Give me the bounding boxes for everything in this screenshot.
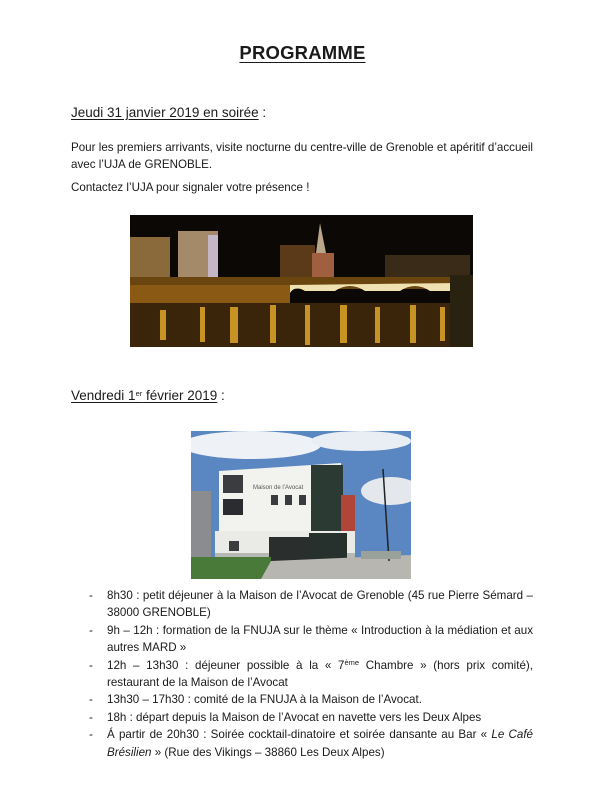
night-cityscape-illustration xyxy=(130,215,473,347)
page-title: PROGRAMME xyxy=(239,42,366,63)
grenoble-night-photo xyxy=(130,215,473,347)
list-item: - 9h – 12h : formation de la FNUJA sur le thème « Introduction à la médiation et aux autres MARD » xyxy=(89,623,533,655)
day1-paragraph-2: Contactez l’UJA pour signaler votre présence ! xyxy=(71,181,310,194)
maison-de-l-avocat-photo xyxy=(191,431,411,579)
building-illustration xyxy=(191,431,411,579)
svg-text:Maison de l’Avocat: Maison de l’Avocat xyxy=(253,485,304,491)
friday-program-list xyxy=(0,587,605,761)
day1-heading: Jeudi 31 janvier 2019 en soirée : xyxy=(71,105,267,120)
list-item: - 8h30 : petit déjeuner à la Maison de l’Avocat de Grenoble (45 rue Pierre Sémard – 38000 GRENOBLE) xyxy=(89,589,533,620)
list-item: - Á partir de 20h30 : Soirée cocktail-dinatoire et soirée dansante au Bar « Le Café Brésilien » (Rue des Vikings – 38860 Les Deux Alpes) xyxy=(89,728,533,759)
list-item: - 12h – 13h30 : déjeuner possible à la « 7ème Chambre » (hors prix comité), restaurant de la Maison de l’Avocat xyxy=(89,657,533,690)
list-item: - 13h30 – 17h30 : comité de la FNUJA à la Maison de l’Avocat. xyxy=(89,693,422,707)
day2-heading: Vendredi 1er février 2019 : xyxy=(71,388,225,403)
day1-paragraph-1: Pour les premiers arrivants, visite nocturne du centre-ville de Grenoble et apéritif d’accueil avec l’UJA de GRENOBLE. xyxy=(71,141,533,171)
list-item: - 18h : départ depuis la Maison de l’Avocat en navette vers les Deux Alpes xyxy=(89,710,482,724)
